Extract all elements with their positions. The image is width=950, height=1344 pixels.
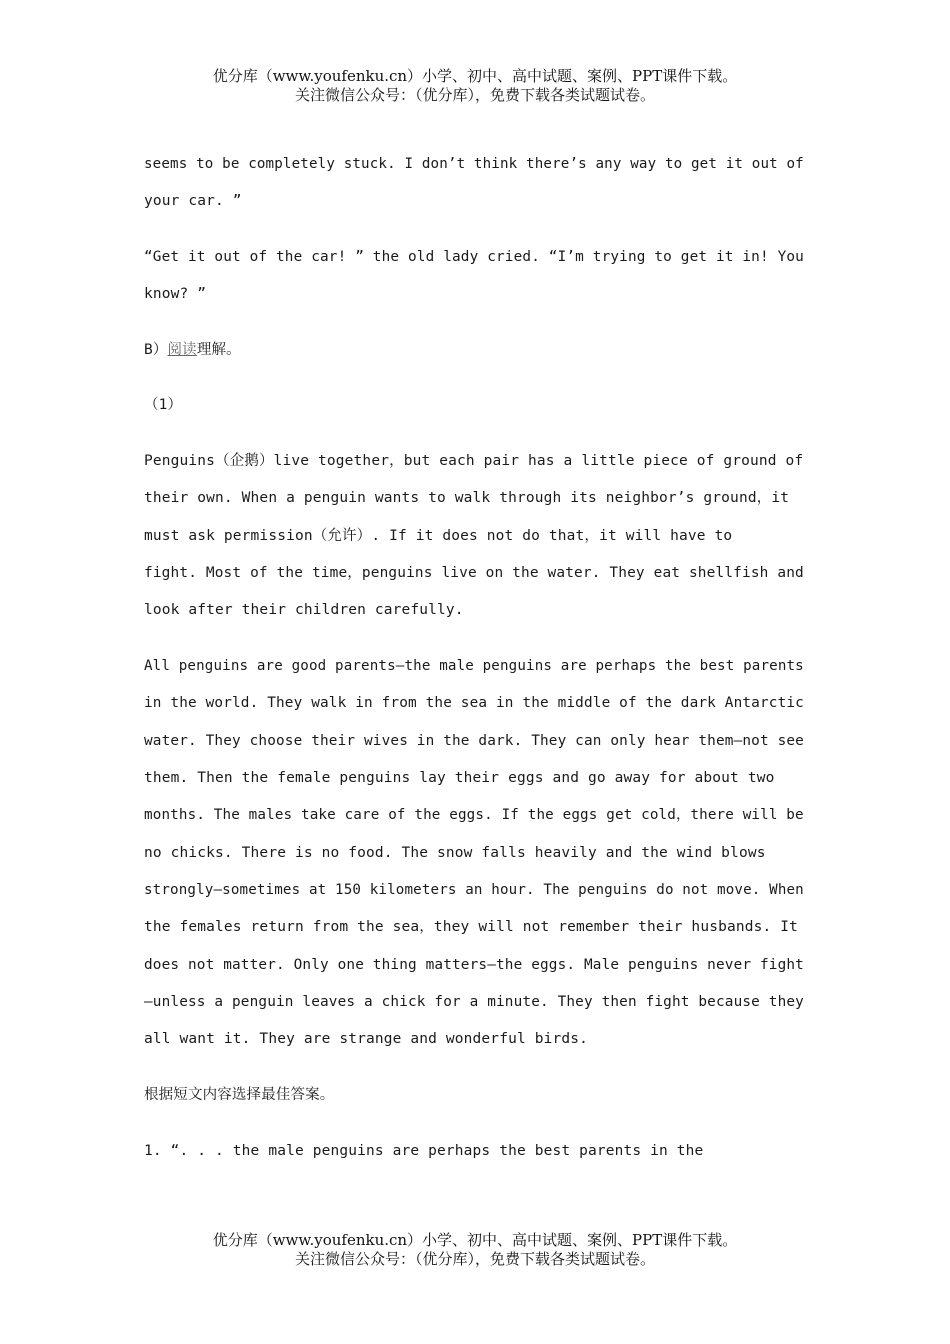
page-footer [0, 1231, 950, 1269]
story-line: seems to be completely stuck. I don’t think there’s any way to get it out of [144, 156, 804, 172]
footer-line-1: 优分库（www.youfenku.cn）小学、初中、高中试题、案例、PPT课件下载。 [212, 1231, 738, 1249]
instruction: 根据短文内容选择最佳答案。 [144, 1087, 335, 1103]
passage-line: their own. When a penguin wants to walk through its neighbor’s ground，it [144, 490, 790, 506]
section-prefix: B） [144, 342, 168, 358]
passage-line: all want it. They are strange and wonderful birds. [144, 1031, 588, 1047]
question-1: 1. “. . . the male penguins are perhaps the best parents in the [144, 1143, 704, 1159]
passage-line: fight. Most of the time，penguins live on the water. They eat shellfish and [144, 565, 804, 581]
story-line: your car. ” [144, 193, 242, 209]
passage-line: Penguins（企鹅）live together，but each pair has a little piece of ground of [144, 453, 804, 469]
section-heading [144, 340, 241, 360]
passage-line: them. Then the female penguins lay their eggs and go away for about two [144, 770, 775, 786]
header-line-1: 优分库（www.youfenku.cn）小学、初中、高中试题、案例、PPT课件下载。 [212, 67, 738, 85]
passage-line: the females return from the sea，they will not remember their husbands. It [144, 919, 798, 935]
section-suffix: 理解。 [196, 342, 241, 358]
passage-line: —unless a penguin leaves a chick for a minute. They then fight because they [144, 994, 804, 1010]
header-line-2: 关注微信公众号：（优分库），免费下载各类试题试卷。 [294, 86, 655, 104]
passage-line: All penguins are good parents—the male penguins are perhaps the best parents [144, 658, 804, 674]
footer-line-2: 关注微信公众号：（优分库），免费下载各类试题试卷。 [294, 1250, 655, 1268]
passage-line: does not matter. Only one thing matters—the eggs. Male penguins never fight [144, 957, 804, 973]
passage-line: no chicks. There is no food. The snow falls heavily and the wind blows [144, 845, 766, 861]
page-header [0, 67, 950, 105]
passage-line: strongly—sometimes at 150 kilometers an hour. The penguins do not move. When [144, 882, 804, 898]
passage-line: water. They choose their wives in the dark. They can only hear them—not see [144, 733, 804, 749]
passage-line: months. The males take care of the eggs. If the eggs get cold，there will be [144, 807, 804, 823]
passage-line: look after their children carefully. [144, 602, 464, 618]
passage-line: must ask permission（允许）. If it does not do that，it will have to [144, 528, 733, 544]
story-line: “Get it out of the car! ” the old lady cried. “I’m trying to get it in! You [144, 249, 804, 265]
reading-link[interactable]: 阅读 [167, 342, 197, 358]
passage-line: in the world. They walk in from the sea in the middle of the dark Antarctic [144, 695, 804, 711]
passage-number: （1） [144, 397, 183, 413]
story-line: know? ” [144, 286, 207, 302]
